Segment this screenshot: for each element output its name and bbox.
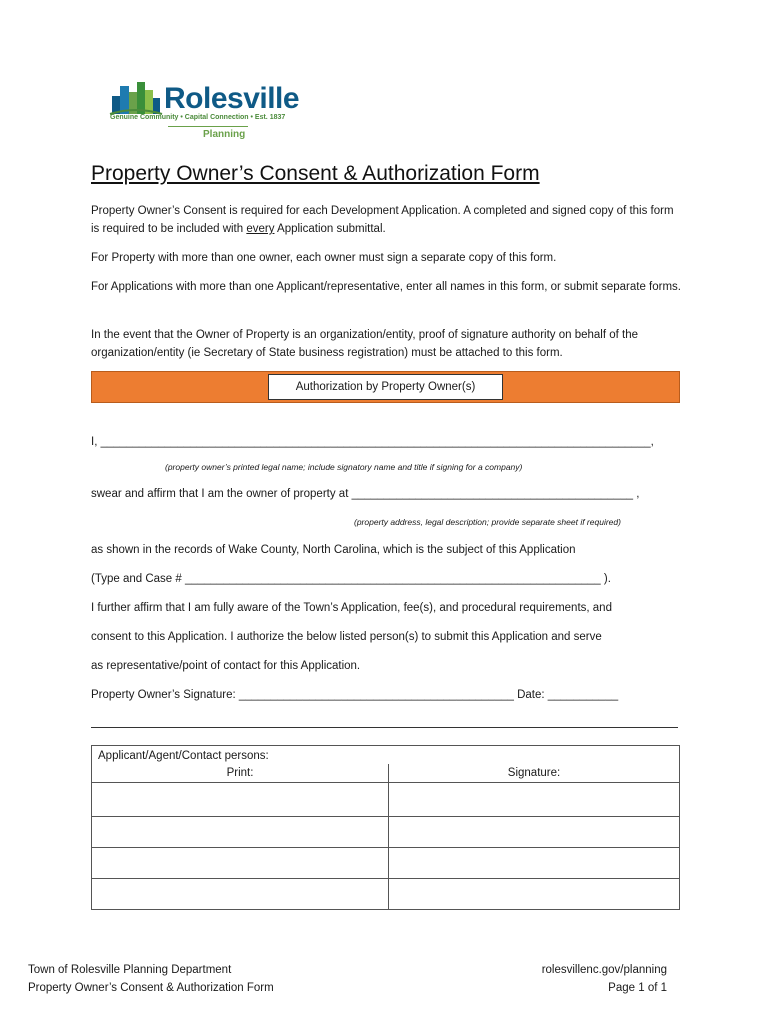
affirm-line-3: as representative/point of contact for this Application. <box>91 660 361 672</box>
authorization-banner <box>91 371 680 403</box>
print-cell[interactable] <box>92 879 389 910</box>
footer-page-number: Page 1 of 1 <box>608 982 667 994</box>
affirm-line-2: consent to this Application. I authorize the below listed person(s) to submit this Application and serve <box>91 631 602 643</box>
table-row <box>92 783 680 817</box>
signature-cell[interactable] <box>389 879 680 910</box>
owner-signature-field[interactable]: Property Owner’s Signature: ___________________________________________ Date: ___________ <box>91 689 619 701</box>
print-cell[interactable] <box>92 848 389 879</box>
footer-form-name: Property Owner’s Consent & Authorization Form <box>28 982 274 994</box>
print-cell[interactable] <box>92 817 389 848</box>
signature-cell[interactable] <box>389 848 680 879</box>
intro-paragraph-4: In the event that the Owner of Property is an organization/entity, proof of signature authority on behalf of the organization/entity (ie Secretary of State business registration) must be attached to this form. <box>91 329 639 359</box>
owner-name-field[interactable]: I, ______________________________________________________________________________________, <box>91 436 654 448</box>
footer-left <box>28 961 274 997</box>
intro-paragraph-2: For Property with more than one owner, each owner must sign a separate copy of this form. <box>91 252 557 264</box>
intro-text: Property Owner’s Consent is required for each Development Application. A completed and signed copy of this form is required to be included with <box>91 205 674 235</box>
table-row <box>92 848 680 879</box>
print-column-header: Print: <box>92 764 389 783</box>
intro-text: Application submittal. <box>274 223 386 235</box>
town-logo <box>108 78 318 146</box>
logo-name: Rolesville <box>164 82 300 115</box>
skyline-icon <box>108 78 164 118</box>
signature-cell[interactable] <box>389 817 680 848</box>
table-row <box>92 879 680 910</box>
banner-label: Authorization by Property Owner(s) <box>268 374 503 400</box>
property-address-field[interactable]: swear and affirm that I am the owner of property at ____________________________________________ , <box>91 488 640 500</box>
table-header: Applicant/Agent/Contact persons: <box>92 746 680 765</box>
separator-line <box>91 727 678 728</box>
property-address-note: (property address, legal description; provide separate sheet if required) <box>354 517 621 527</box>
signature-column-header: Signature: <box>389 764 680 783</box>
records-statement: as shown in the records of Wake County, North Carolina, which is the subject of this Application <box>91 544 576 556</box>
case-number-field[interactable]: (Type and Case # _________________________________________________________________ ). <box>91 573 611 585</box>
intro-paragraph-3: For Applications with more than one Applicant/representative, enter all names in this form, or submit separate forms. <box>91 281 681 293</box>
footer-right <box>542 961 667 997</box>
signature-cell[interactable] <box>389 783 680 817</box>
logo-tagline: Genuine Community • Capital Connection • Est. 1837 <box>110 114 286 121</box>
print-cell[interactable] <box>92 783 389 817</box>
owner-name-note: (property owner’s printed legal name; include signatory name and title if signing for a company) <box>165 462 523 472</box>
table-row <box>92 817 680 848</box>
logo-department: Planning <box>203 129 246 140</box>
emphasis-every: every <box>246 223 275 235</box>
affirm-line-1: I further affirm that I am fully aware of the Town’s Application, fee(s), and procedural requirements, and <box>91 602 612 614</box>
intro-paragraph-1 <box>91 202 681 238</box>
footer-department: Town of Rolesville Planning Department <box>28 964 232 976</box>
page-title: Property Owner’s Consent & Authorization Form <box>91 162 540 185</box>
logo-divider <box>168 126 248 127</box>
contact-persons-table <box>91 745 680 910</box>
footer-url[interactable]: rolesvillenc.gov/planning <box>541 964 667 976</box>
